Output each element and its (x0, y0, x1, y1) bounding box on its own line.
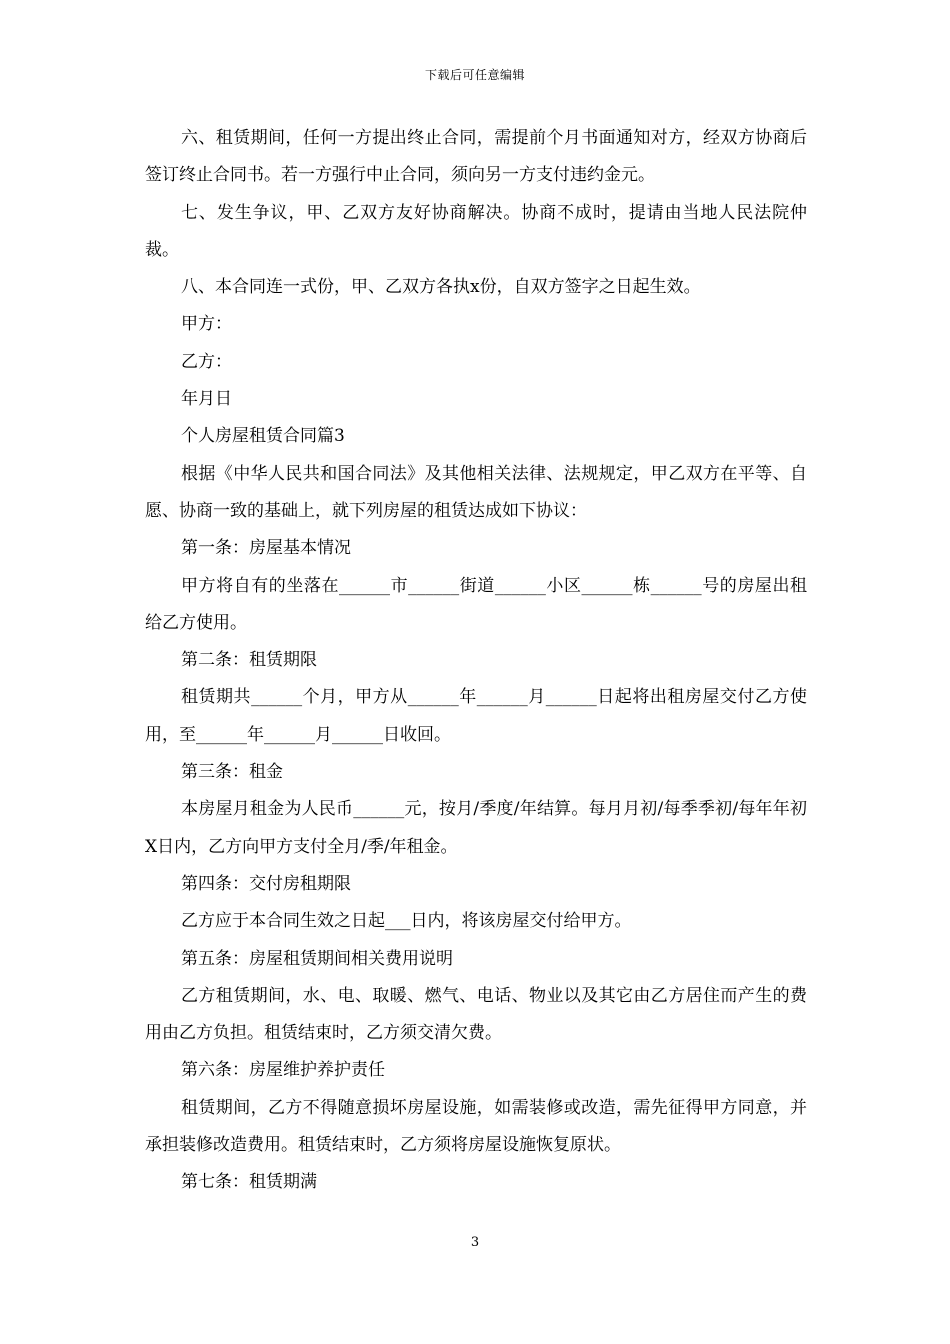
article-2-body: 租赁期共______个月，甲方从______年______月______日起将出租房屋交付乙方使用，至______年______月______日收回。 (145, 687, 807, 745)
article-1-heading: 第一条：房屋基本情况 (181, 538, 351, 559)
article-6-body: 租赁期间，乙方不得随意损坏房屋设施，如需装修或改造，需先征得甲方同意，并承担装修改造费用。租赁结束时，乙方须将房屋设施恢复原状。 (145, 1097, 807, 1156)
article-3-body: 本房屋月租金为人民币______元，按月/季度/年结算。每月月初/每季季初/每年年初X日内，乙方向甲方支付全月/季/年租金。 (145, 799, 807, 857)
date-line: 年月日 (181, 389, 232, 410)
section-title: 个人房屋租赁合同篇3 (181, 426, 345, 447)
document-body (145, 120, 807, 1202)
paragraph-termination: 六、租赁期间，任何一方提出终止合同，需提前个月书面通知对方，经双方协商后签订终止合同书。若一方强行中止合同，须向另一方支付违约金元。 (145, 128, 807, 186)
paragraph-dispute: 七、发生争议，甲、乙双方友好协商解决。协商不成时，提请由当地人民法院仲裁。 (145, 202, 807, 260)
article-6-heading: 第六条：房屋维护养护责任 (181, 1060, 385, 1081)
party-a-signature-line: 甲方： (181, 314, 232, 335)
paragraph-preamble: 根据《中华人民共和国合同法》及其他相关法律、法规规定，甲乙双方在平等、自愿、协商一致的基础上，就下列房屋的租赁达成如下协议： (145, 463, 807, 521)
article-2-heading: 第二条：租赁期限 (181, 650, 317, 671)
article-4-heading: 第四条：交付房租期限 (181, 873, 351, 894)
article-7-heading: 第七条：租赁期满 (181, 1172, 317, 1193)
article-5-body: 乙方租赁期间，水、电、取暖、燃气、电话、物业以及其它由乙方居住而产生的费用由乙方负担。租赁结束时，乙方须交清欠费。 (145, 985, 807, 1044)
paragraph-copies: 八、本合同连一式份，甲、乙双方各执x份，自双方签字之日起生效。 (181, 277, 701, 298)
article-4-body: 乙方应于本合同生效之日起___日内，将该房屋交付给甲方。 (181, 911, 632, 932)
article-5-heading: 第五条：房屋租赁期间相关费用说明 (181, 948, 453, 969)
page-header: 下载后可任意编辑 (424, 68, 525, 82)
party-b-signature-line: 乙方： (181, 351, 232, 372)
article-3-heading: 第三条：租金 (181, 762, 283, 783)
page-number: 3 (470, 1235, 480, 1250)
article-1-body: 甲方将自有的坐落在______市______街道______小区______栋______号的房屋出租给乙方使用。 (145, 575, 807, 633)
